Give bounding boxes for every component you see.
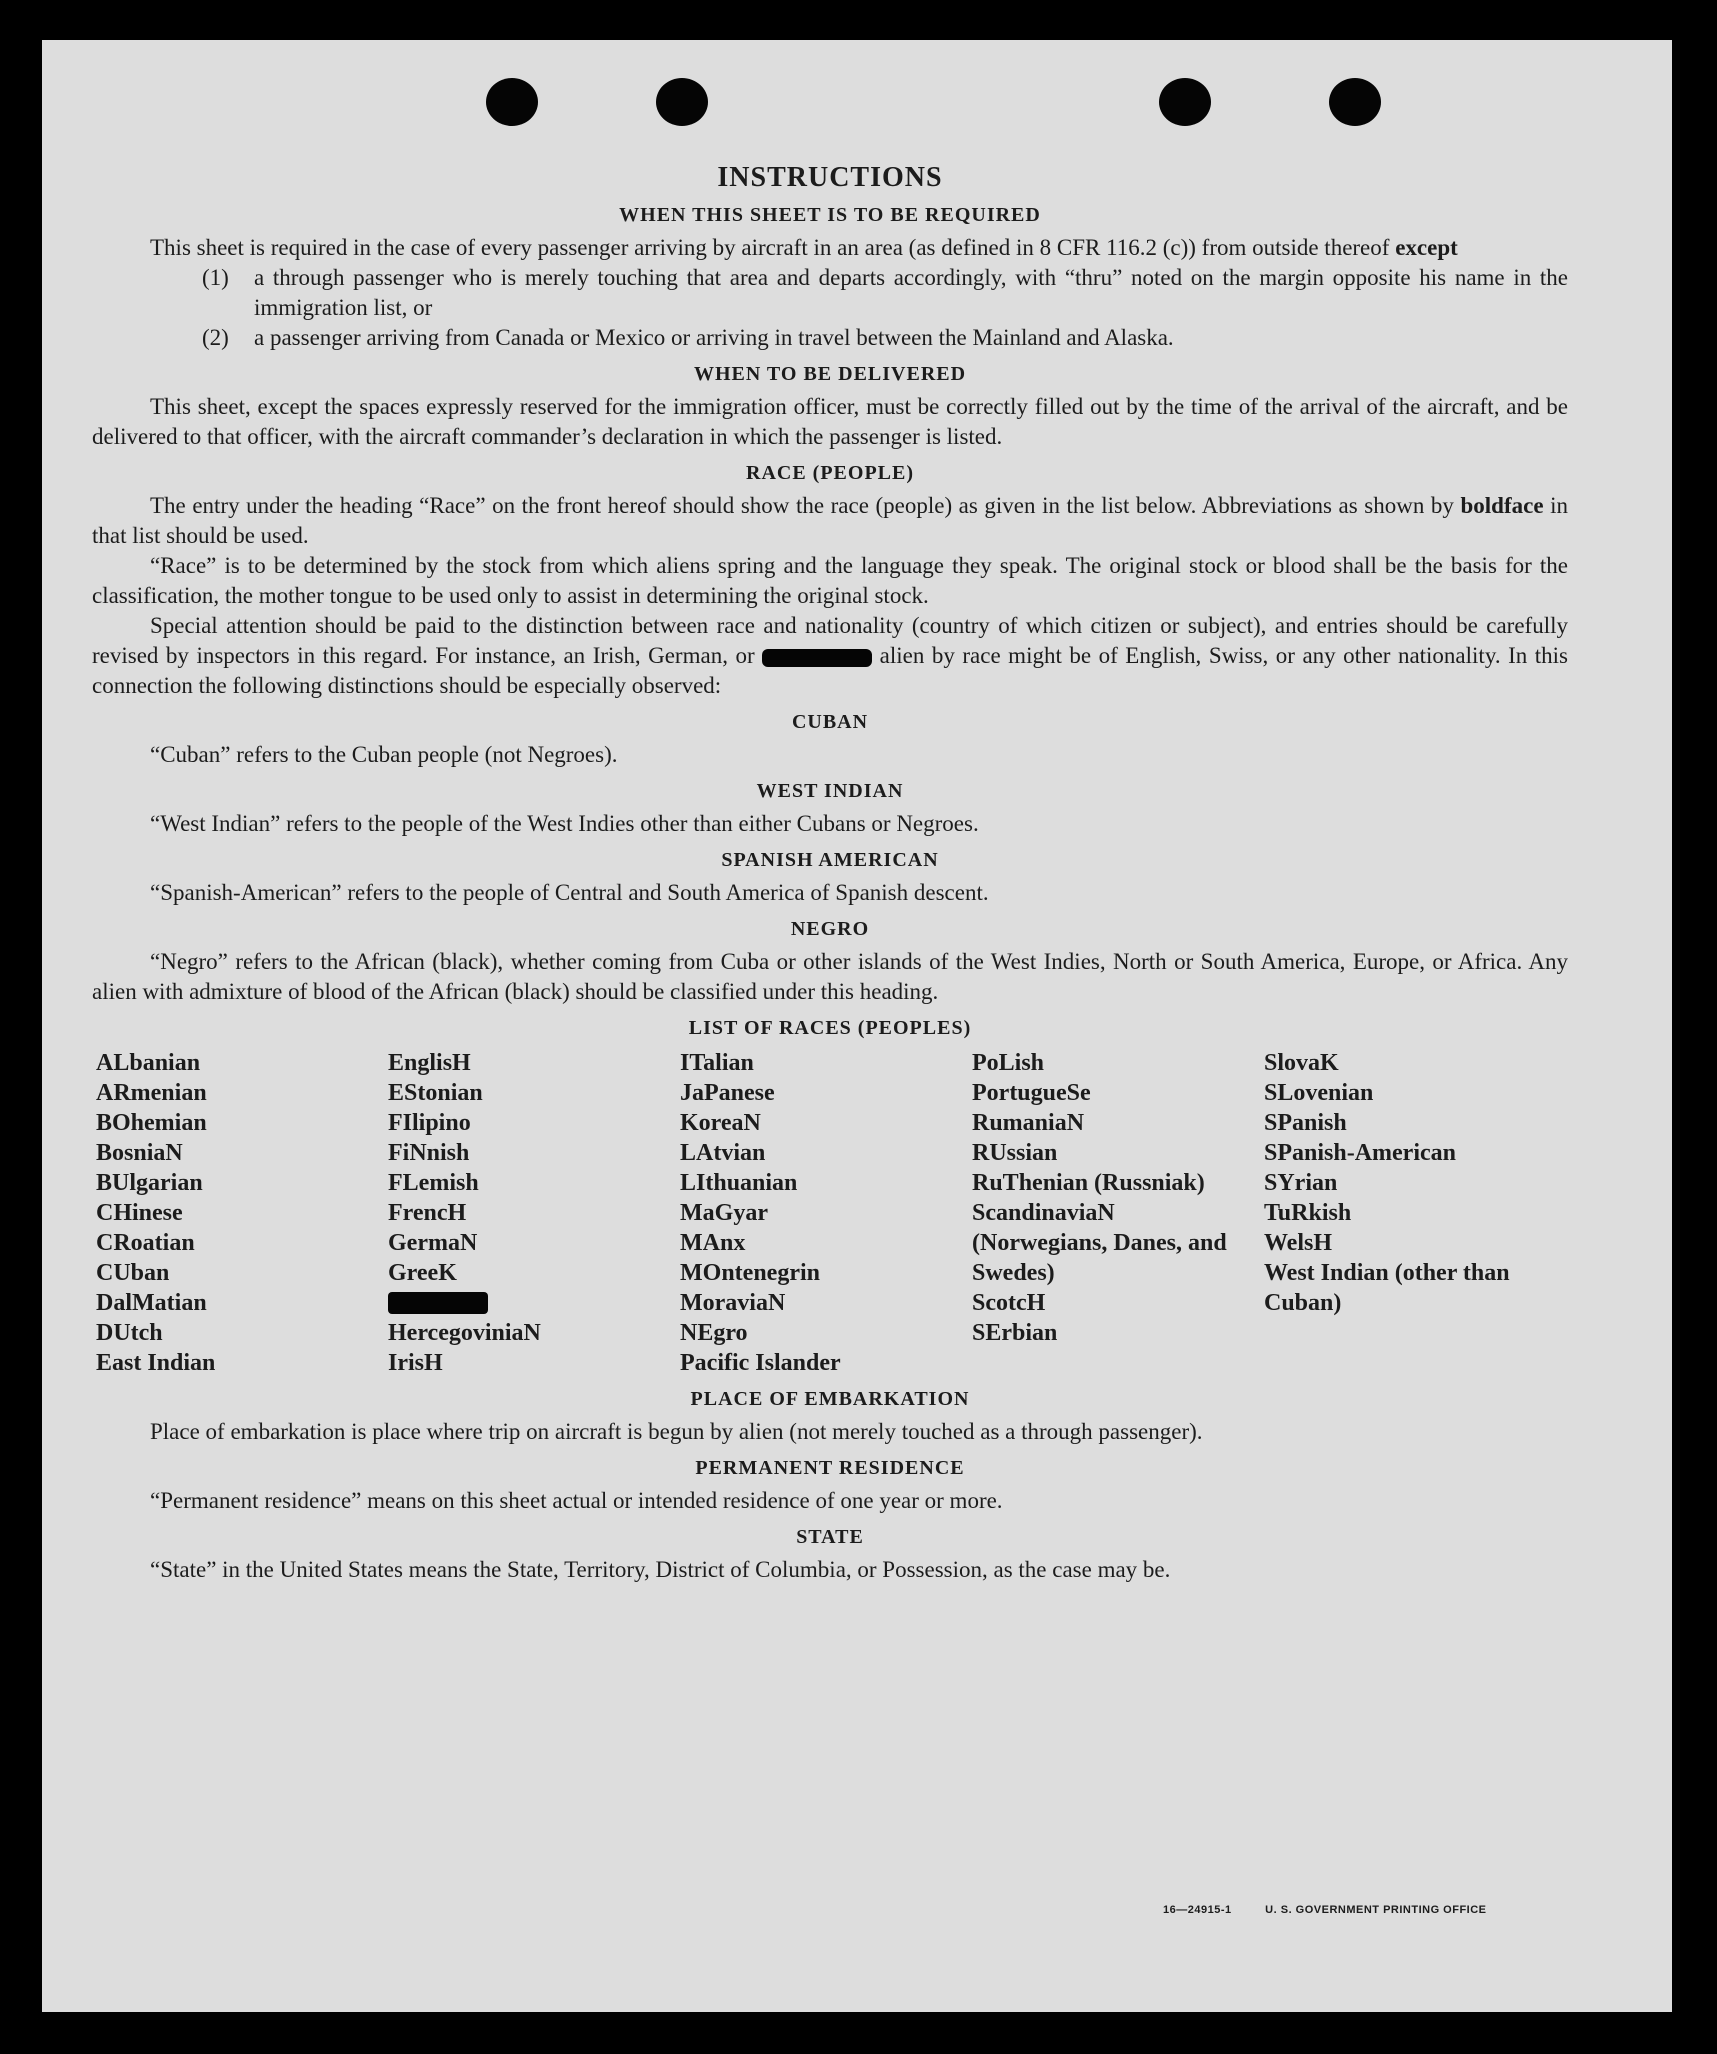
heading-negro: NEGRO	[790, 918, 870, 940]
race-entry: HercegoviniaN	[388, 1320, 541, 1346]
heading-spanish-american: SPANISH AMERICAN	[721, 849, 939, 871]
race-entry: FrencH	[388, 1200, 467, 1226]
race-entry: TuRkish	[1264, 1200, 1352, 1226]
punch-hole	[1159, 78, 1211, 126]
instructions-content	[92, 162, 1568, 1585]
exception-item-1: (1) a through passenger who is merely touching that area and departs accordingly, with “thru” noted on the margin opposite his name in the immigration list, or	[202, 265, 1568, 320]
race-entry: SYrian	[1264, 1170, 1338, 1196]
state-text: “State” in the United States means the State, Territory, District of Columbia, or Possession, as the case may be.	[150, 1557, 1171, 1582]
race-entry: MOntenegrin	[680, 1260, 820, 1286]
race-entry: ScotcH	[972, 1290, 1046, 1316]
race-entry: ITalian	[680, 1050, 754, 1076]
heading-permanent-residence: PERMANENT RESIDENCE	[695, 1457, 965, 1479]
race-entry: RUssian	[972, 1140, 1058, 1166]
heading-race: RACE (PEOPLE)	[746, 462, 914, 484]
race-entry: MAnx	[680, 1230, 746, 1256]
exception-item-2: (2) a passenger arriving from Canada or Mexico or arriving in travel between the Mainland and Alaska.	[202, 325, 1174, 350]
races-column-4	[972, 1048, 1264, 1378]
race-entry: DalMatian	[96, 1290, 207, 1316]
printer-imprint: U. S. GOVERNMENT PRINTING OFFICE	[1265, 1904, 1487, 1916]
heading-cuban: CUBAN	[791, 711, 869, 733]
race-entry: FIlipino	[388, 1110, 471, 1136]
page-title: INSTRUCTIONS	[717, 162, 943, 193]
heading-list-of-races: LIST OF RACES (PEOPLES)	[688, 1017, 972, 1039]
negro-text: “Negro” refers to the African (black), whether coming from Cuba or other islands of the West Indies, North or South America, Europe, or Africa. Any alien with admixture of blood of the African (black) should be classified under this heading.	[92, 949, 1568, 1004]
spanish-american-text: “Spanish-American” refers to the people of Central and South America of Spanish descent.	[150, 880, 989, 905]
race-entry: SErbian	[972, 1320, 1058, 1346]
redaction-mark	[762, 649, 872, 667]
race-entry: DUtch	[96, 1320, 163, 1346]
race-entry: BosniaN	[96, 1140, 183, 1166]
document-page	[42, 40, 1672, 2012]
race-entry: BUlgarian	[96, 1170, 203, 1196]
race-paragraph-1: The entry under the heading “Race” on the front hereof should show the race (people) as given in the list below. Abbreviations as shown by boldface in that list should be used.	[92, 493, 1569, 548]
race-entry: SlovaK	[1264, 1050, 1339, 1076]
race-entry-west-indian: West Indian (other than Cuban)	[1264, 1260, 1510, 1316]
race-entry: JaPanese	[680, 1080, 775, 1106]
race-entry: SPanish-American	[1264, 1140, 1456, 1166]
race-entry: IrisH	[388, 1350, 443, 1376]
race-entry: Pacific Islander	[680, 1350, 841, 1376]
permanent-residence-text: “Permanent residence” means on this sheet actual or intended residence of one year or more.	[150, 1488, 1003, 1513]
races-column-3	[680, 1048, 972, 1378]
race-entry: KoreaN	[680, 1110, 761, 1136]
form-number: 16—24915-1	[1163, 1904, 1232, 1916]
race-entry: EStonian	[388, 1080, 483, 1106]
redacted-race-entry	[388, 1288, 680, 1318]
west-indian-text: “West Indian” refers to the people of the West Indies other than either Cubans or Negroes.	[150, 811, 979, 836]
race-entry: LIthuanian	[680, 1170, 798, 1196]
cuban-text: “Cuban” refers to the Cuban people (not Negroes).	[150, 742, 618, 767]
race-entry-scandinavian: ScandinaviaN (Norwegians, Danes, and Swedes)	[972, 1200, 1227, 1286]
race-entry: PoLish	[972, 1050, 1045, 1076]
race-entry: ARmenian	[96, 1080, 207, 1106]
race-entry: MaGyar	[680, 1200, 768, 1226]
heading-embarkation: PLACE OF EMBARKATION	[690, 1388, 970, 1410]
race-entry: CUban	[96, 1260, 170, 1286]
punch-hole	[656, 78, 708, 126]
race-paragraph-3: Special attention should be paid to the distinction between race and nationality (country of which citizen or subject), and entries should be carefully revised by inspectors in this regard. For instance, an Irish, German, or alien by race might be of English, Swiss, or any other nationality. In this connection the following distinctions should be especially observed:	[92, 613, 1568, 698]
when-required-intro: This sheet is required in the case of every passenger arriving by aircraft in an area (as defined in 8 CFR 116.2 (c)) from outside thereof except	[150, 235, 1458, 260]
redaction-mark	[388, 1292, 488, 1314]
heading-state: STATE	[796, 1526, 864, 1548]
race-entry: GreeK	[388, 1260, 457, 1286]
punch-hole	[486, 78, 538, 126]
race-entry: CHinese	[96, 1200, 183, 1226]
punch-hole	[1329, 78, 1381, 126]
heading-when-required: WHEN THIS SHEET IS TO BE REQUIRED	[619, 204, 1041, 226]
race-entry: CRoatian	[96, 1230, 195, 1256]
race-entry: East Indian	[96, 1350, 216, 1376]
race-entry: FiNnish	[388, 1140, 470, 1166]
race-entry: BOhemian	[96, 1110, 207, 1136]
heading-west-indian: WEST INDIAN	[756, 780, 904, 802]
race-entry: EnglisH	[388, 1050, 471, 1076]
race-entry: MoraviaN	[680, 1290, 786, 1316]
race-entry: ALbanian	[96, 1050, 201, 1076]
race-entry-ruthenian: RuThenian (Russniak)	[972, 1170, 1205, 1196]
race-entry: RumaniaN	[972, 1110, 1085, 1136]
when-delivered-text: This sheet, except the spaces expressly reserved for the immigration officer, must be correctly filled out by the time of the arrival of the aircraft, and be delivered to that officer, with the aircraft commander’s declaration in which the passenger is listed.	[92, 394, 1568, 449]
race-entry: NEgro	[680, 1320, 748, 1346]
race-entry: SLovenian	[1264, 1080, 1374, 1106]
form-footer	[1163, 1904, 1487, 1916]
races-list	[96, 1048, 1568, 1378]
race-entry: FLemish	[388, 1170, 479, 1196]
race-entry: GermaN	[388, 1230, 478, 1256]
heading-when-delivered: WHEN TO BE DELIVERED	[693, 363, 967, 385]
embarkation-text: Place of embarkation is place where trip on aircraft is begun by alien (not merely touched as a through passenger).	[150, 1419, 1203, 1444]
race-entry: WelsH	[1264, 1230, 1333, 1256]
race-entry: PortugueSe	[972, 1080, 1091, 1106]
race-entry: LAtvian	[680, 1140, 766, 1166]
race-paragraph-2: “Race” is to be determined by the stock from which aliens spring and the language they speak. The original stock or blood shall be the basis for the classification, the mother tongue to be used only to assist in determining the original stock.	[92, 553, 1568, 608]
races-column-5	[1264, 1048, 1556, 1378]
races-column-2	[388, 1048, 680, 1378]
races-column-1	[96, 1048, 388, 1378]
race-entry: SPanish	[1264, 1110, 1347, 1136]
